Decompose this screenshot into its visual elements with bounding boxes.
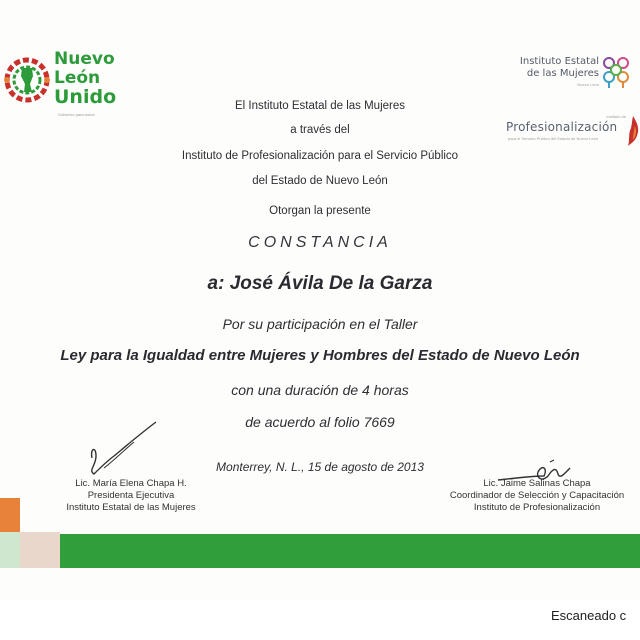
- signer-right-name: Lic. Jaime Salinas Chapa: [483, 478, 591, 489]
- signer-right-org: Instituto de Profesionalización: [473, 502, 601, 513]
- nuevo-leon-emblem-icon: [2, 54, 52, 106]
- logo-line-leon: León: [54, 68, 101, 88]
- signer-left-org: Instituto Estatal de las Mujeres: [66, 502, 196, 513]
- green-stripe: [60, 534, 640, 568]
- through-line: a través del: [290, 124, 350, 136]
- blurred-stripe: [20, 532, 60, 568]
- blurred-stripe: [0, 532, 20, 568]
- iem-line2: de las Mujeres: [526, 68, 599, 79]
- prof-name: Profesionalización: [506, 120, 618, 134]
- orange-stripe: [0, 498, 20, 532]
- signature-right: [432, 478, 640, 514]
- folio-line: de acuerdo al folio 7669: [245, 414, 395, 430]
- duration-line: con una duración de 4 horas: [231, 382, 409, 398]
- recipient-name: a: José Ávila De la Garza: [207, 273, 433, 294]
- participation-line: Por su participación en el Taller: [222, 316, 418, 332]
- iem-line1: Instituto Estatal: [519, 56, 599, 67]
- signer-right-role: Coordinador de Selección y Capacitación: [449, 490, 625, 501]
- grant-line: Otorgan la presente: [269, 205, 371, 217]
- iem-sub: Nuevo León: [577, 82, 599, 87]
- institute-line: Instituto de Profesionalización para el Servicio Público: [181, 150, 459, 162]
- prof-small: Instituto de: [606, 114, 626, 119]
- signature-left-icon: [84, 418, 160, 480]
- place-date: Monterrey, N. L., 15 de agosto de 2013: [216, 460, 424, 474]
- signature-left: [46, 478, 216, 514]
- certificate-title: CONSTANCIA: [248, 234, 392, 251]
- course-name: Ley para la Igualdad entre Mujeres y Hombres del Estado de Nuevo León: [60, 347, 580, 364]
- logo-line-nuevo: Nuevo: [54, 49, 115, 69]
- women-symbols-icon: [601, 56, 635, 90]
- instituto-mujeres-logo: [505, 54, 637, 98]
- prof-sub: para el Servicio Público del Estado de Nuevo León: [508, 136, 599, 141]
- logo-tagline: Gobierno para todos: [58, 112, 95, 117]
- state-line: del Estado de Nuevo León: [252, 175, 388, 187]
- scan-watermark-text: Escaneado c: [551, 608, 627, 623]
- signer-left-name: Lic. María Elena Chapa H.: [75, 478, 187, 489]
- signer-left-role: Presidenta Ejecutiva: [87, 490, 175, 501]
- issuer-line: El Instituto Estatal de las Mujeres: [234, 100, 406, 112]
- logo-line-unido: Unido: [54, 86, 117, 108]
